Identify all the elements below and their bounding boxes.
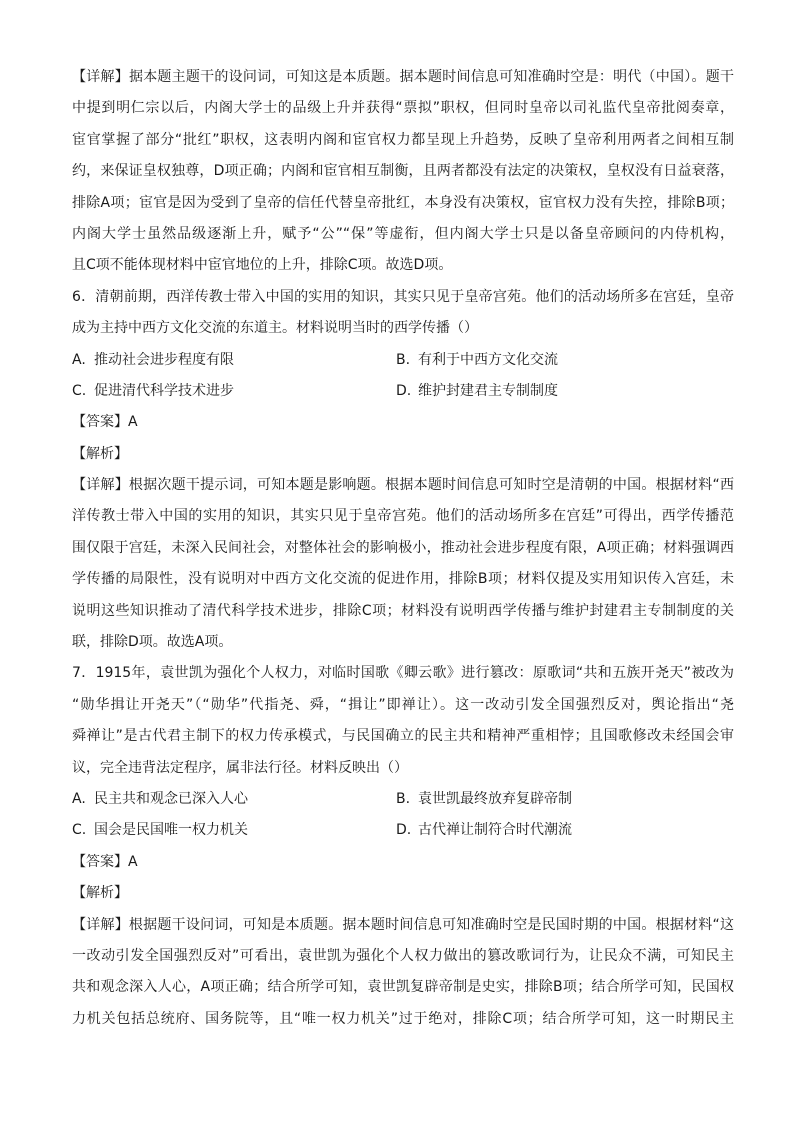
q6-option-a	[72, 345, 396, 376]
q7-stem-line: 舜禅让”是古代君主制下的权力传承模式，与民国确立的民主共和精神严重相悖；且国歌修改未经国会审	[72, 728, 734, 745]
q6-answer: 【答案】A	[72, 414, 138, 431]
q6-option-d	[396, 376, 734, 407]
option-text: 维护封建君主专制制度	[418, 382, 558, 399]
q6-options-row	[72, 345, 734, 376]
q7-detail-line: 一改动引发全国强烈反对”可看出，袁世凯为强化个人权力做出的篡改歌词行为，让民众不满，可知民主	[72, 947, 734, 964]
q6-stem-line: 成为主持中西方文化交流的东道主。材料说明当时的西学传播（）	[72, 320, 478, 337]
q6-detail-line: 说明这些知识推动了清代科学技术进步，排除C项；材料没有说明西学传播与维护封建君主专制制度的关	[72, 602, 734, 619]
q5-detail-line: 内阁大学士虽然品级逐渐上升，赋予“公”“保”等虚衔，但内阁大学士只是以备皇帝顾问的内侍机构，	[72, 225, 734, 242]
option-text: 古代禅让制符合时代潮流	[418, 822, 572, 839]
q5-detail-line: 中提到明仁宗以后，内阁大学士的品级上升并获得“票拟”职权，但同时皇帝以司礼监代皇帝批阅奏章，	[72, 100, 734, 117]
option-text: 民主共和观念已深入人心	[94, 790, 248, 807]
q5-detail	[72, 62, 734, 282]
option-letter: B.	[396, 351, 411, 368]
q7-options-row	[72, 815, 734, 846]
q7-stem-line: 7．1915年，袁世凯为强化个人权力，对临时国歌《卿云歌》进行篡改：原歌词“共和五族开尧天”被改为	[72, 665, 734, 682]
q7-stem-line: “勋华揖让开尧天”（“勋华”代指尧、舜，“揖让”即禅让）。这一改动引发全国强烈反对，舆论指出“尧	[72, 696, 734, 713]
q6-detail-line: 联，排除D项。故选A项。	[72, 634, 233, 651]
q6-analysis-label: 【解析】	[72, 445, 128, 462]
option-text: 推动社会进步程度有限	[94, 351, 234, 368]
q7-answer: 【答案】A	[72, 853, 138, 870]
option-letter: A.	[72, 790, 86, 807]
option-text: 有利于中西方文化交流	[418, 351, 558, 368]
q6-detail-line: 洋传教士带入中国的实用的知识，其实只见于皇帝宫苑。他们的活动场所多在宫廷”可得出，西学传播范	[72, 508, 734, 525]
option-letter: B.	[396, 790, 411, 807]
q6-options-row	[72, 376, 734, 407]
q7-option-b	[396, 784, 734, 815]
q7-detail-line: 共和观念深入人心，A项正确；结合所学可知，袁世凯复辟帝制是史实，排除B项；结合所学可知，民国权	[72, 979, 734, 996]
option-letter: D.	[396, 822, 412, 839]
question-7	[72, 658, 734, 1035]
q6-detail-line: 学传播的局限性，没有说明对中西方文化交流的促进作用，排除B项；材料仅提及实用知识传入宫廷，未	[72, 571, 734, 588]
q6-detail-line: 【详解】根据次题干提示词，可知本题是影响题。根据本题时间信息可知时空是清朝的中国。根据材料“西	[72, 477, 734, 494]
q6-stem-line: 6．清朝前期，西洋传教士带入中国的实用的知识，其实只见于皇帝宫苑。他们的活动场所多在宫廷，皇帝	[72, 288, 734, 305]
option-text: 国会是民国唯一权力机关	[94, 822, 248, 839]
question-6	[72, 282, 734, 659]
q7-analysis-label: 【解析】	[72, 885, 128, 902]
q5-detail-line: 排除A项；宦官是因为受到了皇帝的信任代替皇帝批红，本身没有决策权，宦官权力没有失控，排除B项；	[72, 194, 734, 211]
q7-option-c	[72, 815, 396, 846]
q5-detail-line: 约，来保证皇权独尊，D项正确；内阁和宦官相互制衡，且两者都没有法定的决策权，皇权没有日益衰落，	[72, 163, 734, 180]
q5-detail-line: 且C项不能体现材料中宦官地位的上升，排除C项。故选D项。	[72, 257, 453, 274]
q5-detail-line: 【详解】据本题主题干的设问词，可知这是本质题。据本题时间信息可知准确时空是：明代（中国）。题干	[72, 69, 734, 85]
option-letter: D.	[396, 382, 412, 399]
option-text: 促进清代科学技术进步	[94, 382, 234, 399]
q6-detail-line: 围仅限于宫廷，未深入民间社会，对整体社会的影响极小，推动社会进步程度有限，A项正确；材料强调西	[72, 539, 734, 556]
q7-options-row	[72, 784, 734, 815]
q7-stem-line: 议，完全违背法定程序，属非法行径。材料反映出（）	[72, 759, 408, 776]
q6-option-c	[72, 376, 396, 407]
q5-detail-line: 宦官掌握了部分“批红”职权，这表明内阁和宦官权力都呈现上升趋势，反映了皇帝利用两者之间相互制	[72, 131, 734, 148]
q7-detail-line: 【详解】根据题干设问词，可知是本质题。据本题时间信息可知准确时空是民国时期的中国。根据材料“这	[72, 916, 734, 933]
option-letter: C.	[72, 382, 87, 399]
q7-option-a	[72, 784, 396, 815]
q6-option-b	[396, 345, 734, 376]
option-letter: A.	[72, 351, 86, 368]
option-text: 袁世凯最终放弃复辟帝制	[418, 790, 572, 807]
q7-detail-line: 力机关包括总统府、国务院等，且“唯一权力机关”过于绝对，排除C项；结合所学可知，这一时期民主	[72, 1010, 734, 1027]
document-page	[72, 62, 734, 1035]
option-letter: C.	[72, 822, 87, 839]
q7-option-d	[396, 815, 734, 846]
